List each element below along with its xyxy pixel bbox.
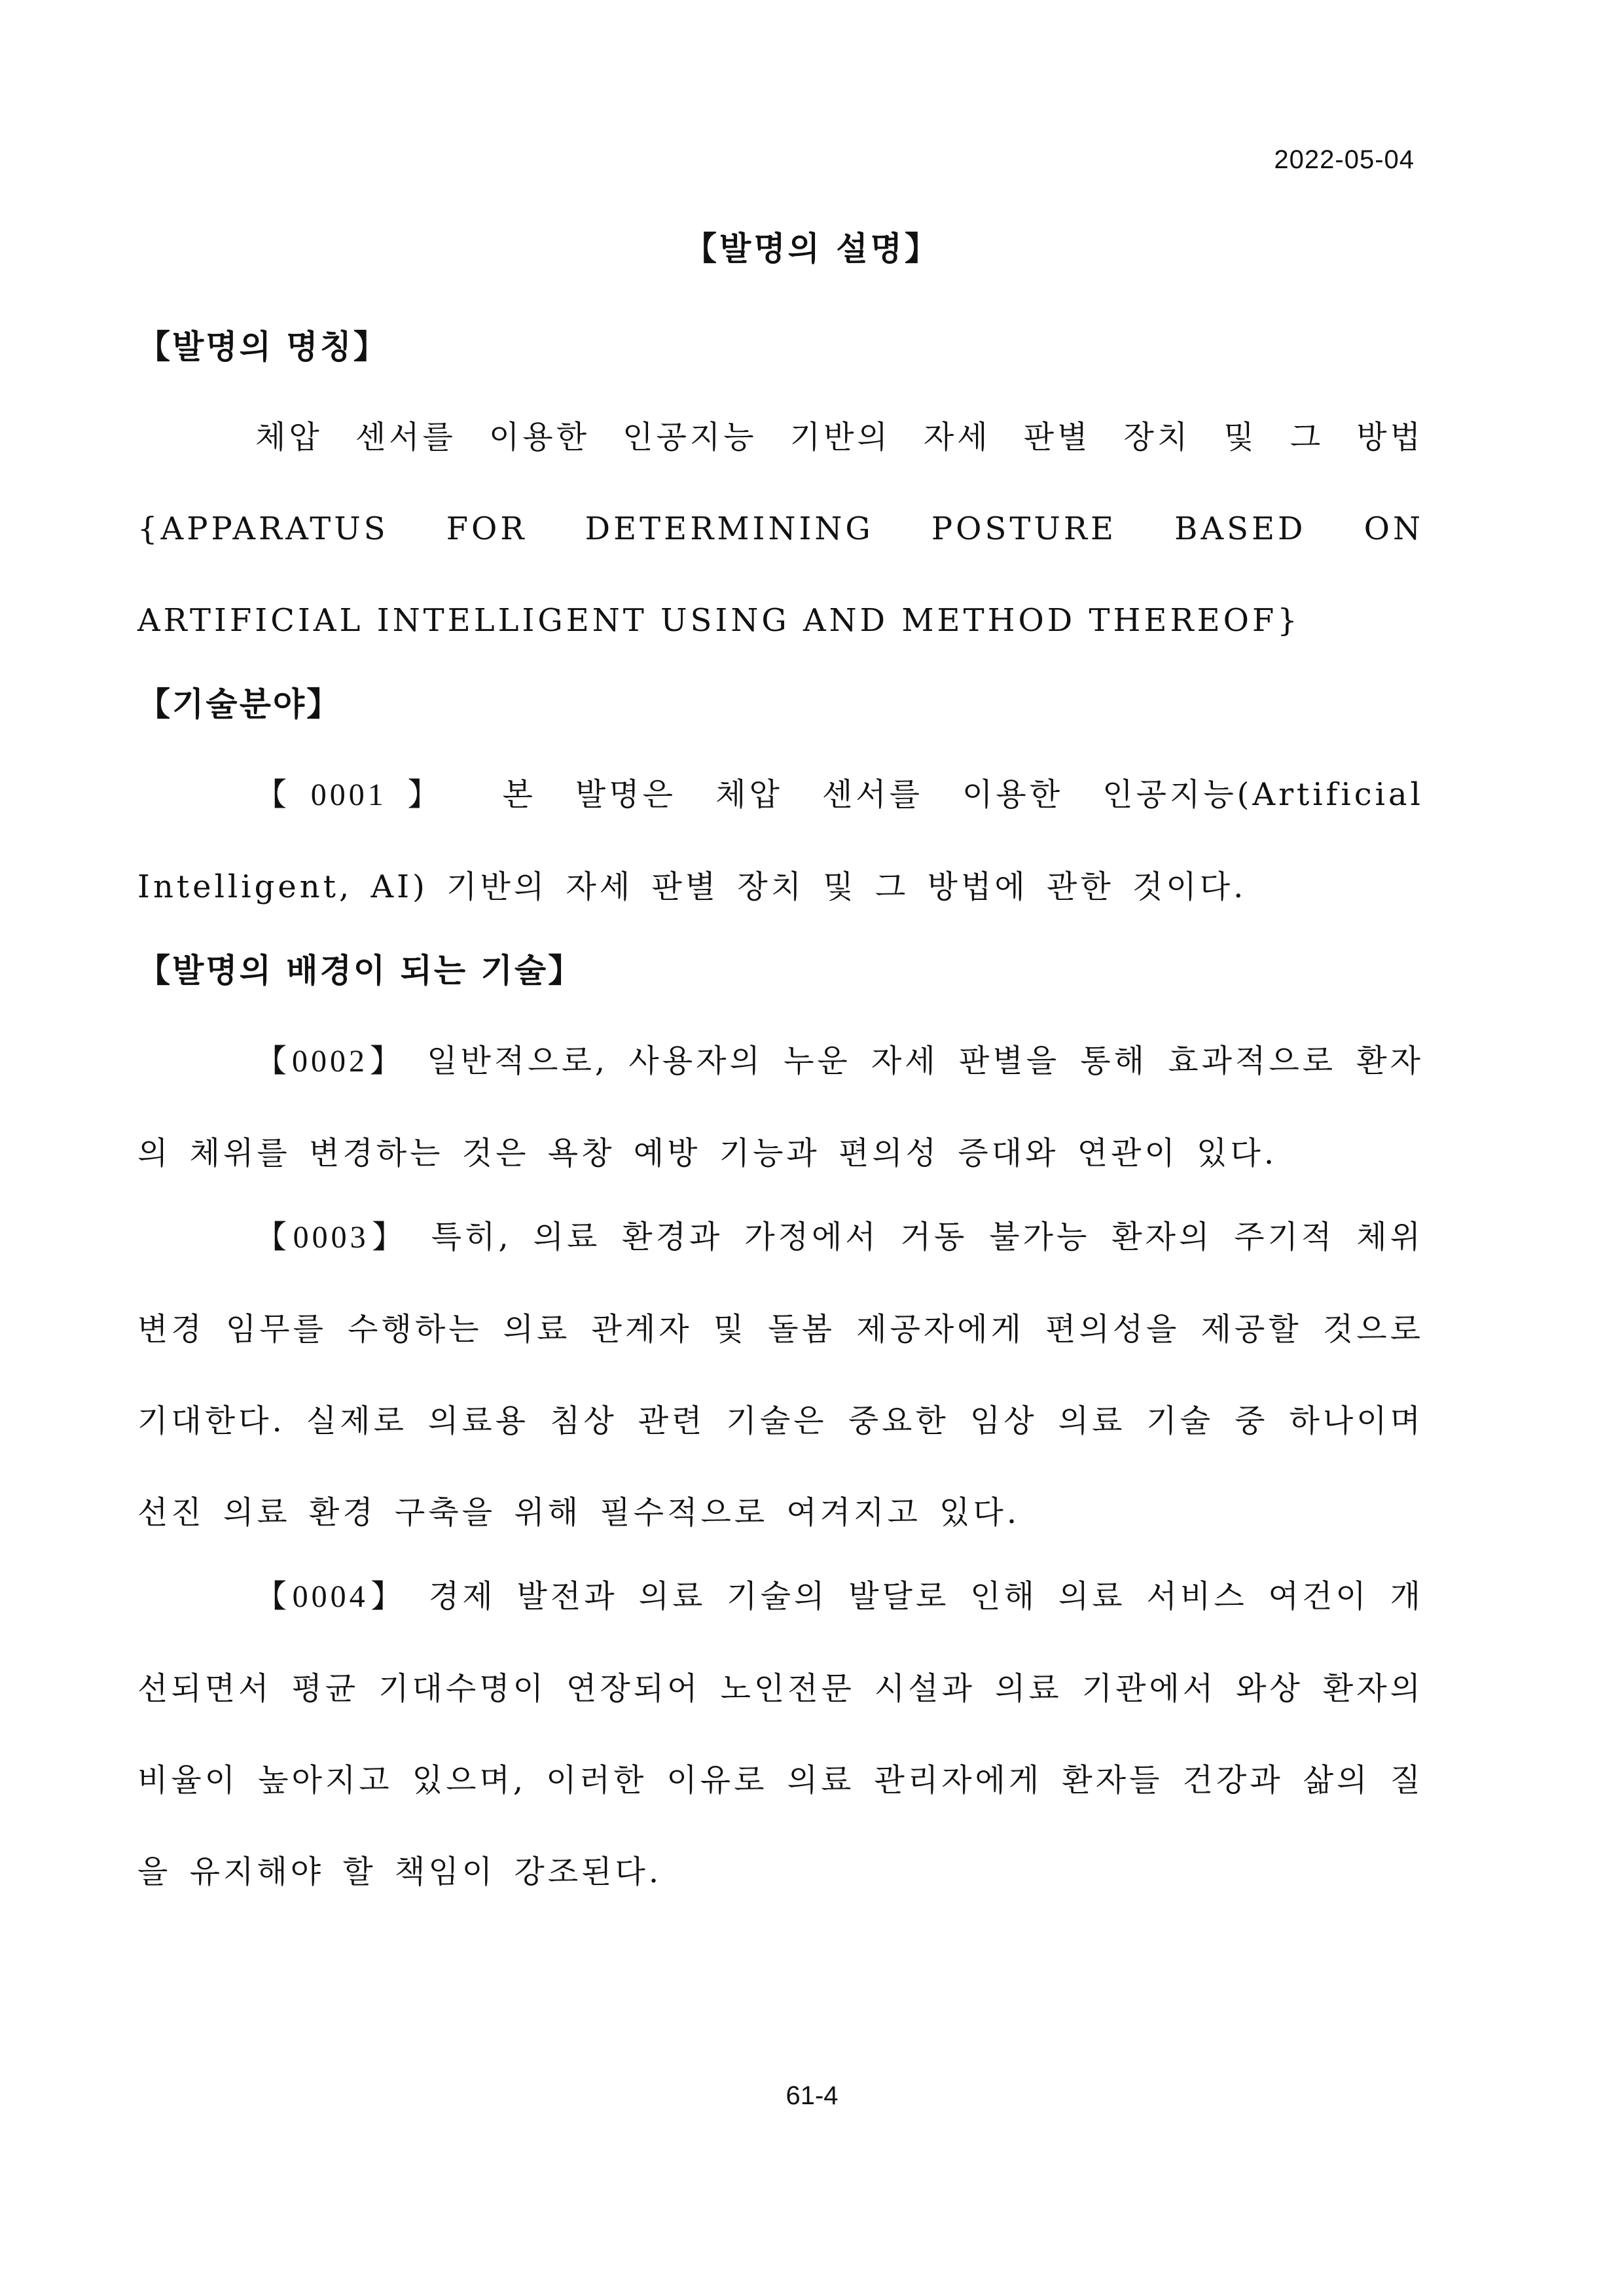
paragraph-text: 체압 센서를 이용한 인공지능 기반의 자세 판별 장치 및 그 방법{APPARATUS FOR DETERMINING POSTURE BASED ON ARTIFICIAL INTELLIGENT USING AND METHOD THEREOF} — [137, 419, 1424, 639]
section-heading-background-art: 【발명의 배경이 되는 기술】 — [137, 951, 583, 990]
paragraph-text: 본 발명은 체압 센서를 이용한 인공지능(Artificial Intelligent, AI) 기반의 자세 판별 장치 및 그 방법에 관한 것이다. — [137, 776, 1424, 905]
paragraph-number: 【0003】 — [255, 1220, 410, 1255]
paragraph-text: 경제 발전과 의료 기술의 발달로 인해 의료 서비스 여건이 개선되면서 평균 기대수명이 연장되어 노인전문 시설과 의료 기관에서 와상 환자의 비율이 높아지고 있으며, 이러한 이유로 의료 관리자에게 환자들 건강과 삶의 질을 유지해야 할 책임이 강조된다. — [137, 1578, 1424, 1890]
section-heading-technical-field: 【기술분야】 — [137, 685, 342, 723]
paragraph-text: 특히, 의료 환경과 가정에서 거동 불가능 환자의 주기적 체위 변경 임무를 수행하는 의료 관계자 및 돌봄 제공자에게 편의성을 제공할 것으로 기대한다. 실제로 의료용 침상 관련 기술은 중요한 임상 의료 기술 중 하나이며 선진 의료 환경 구축을 위해 필수적으로 여겨지고 있다. — [137, 1219, 1424, 1531]
paragraph-number: 【0002】 — [255, 1044, 406, 1079]
paragraph-text: 일반적으로, 사용자의 누운 자세 판별을 통해 효과적으로 환자의 체위를 변경하는 것은 욕창 예방 기능과 편의성 증대와 연관이 있다. — [137, 1043, 1424, 1172]
document-date: 2022-05-04 — [1274, 145, 1415, 174]
paragraph-0003 — [137, 1191, 1424, 1558]
document-body — [137, 327, 1424, 1936]
paragraph-0002 — [137, 1015, 1424, 1199]
paragraph-0001 — [137, 749, 1424, 933]
paragraph-0004 — [137, 1551, 1424, 1918]
invention-title-paragraph — [137, 391, 1424, 666]
document-title: 【발명의 설명】 — [684, 229, 940, 268]
paragraph-number: 【0004】 — [255, 1579, 408, 1614]
section-heading-invention-name: 【발명의 명칭】 — [137, 327, 388, 366]
paragraph-number: 【0001】 — [255, 778, 463, 812]
page-number: 61-4 — [785, 2081, 839, 2110]
